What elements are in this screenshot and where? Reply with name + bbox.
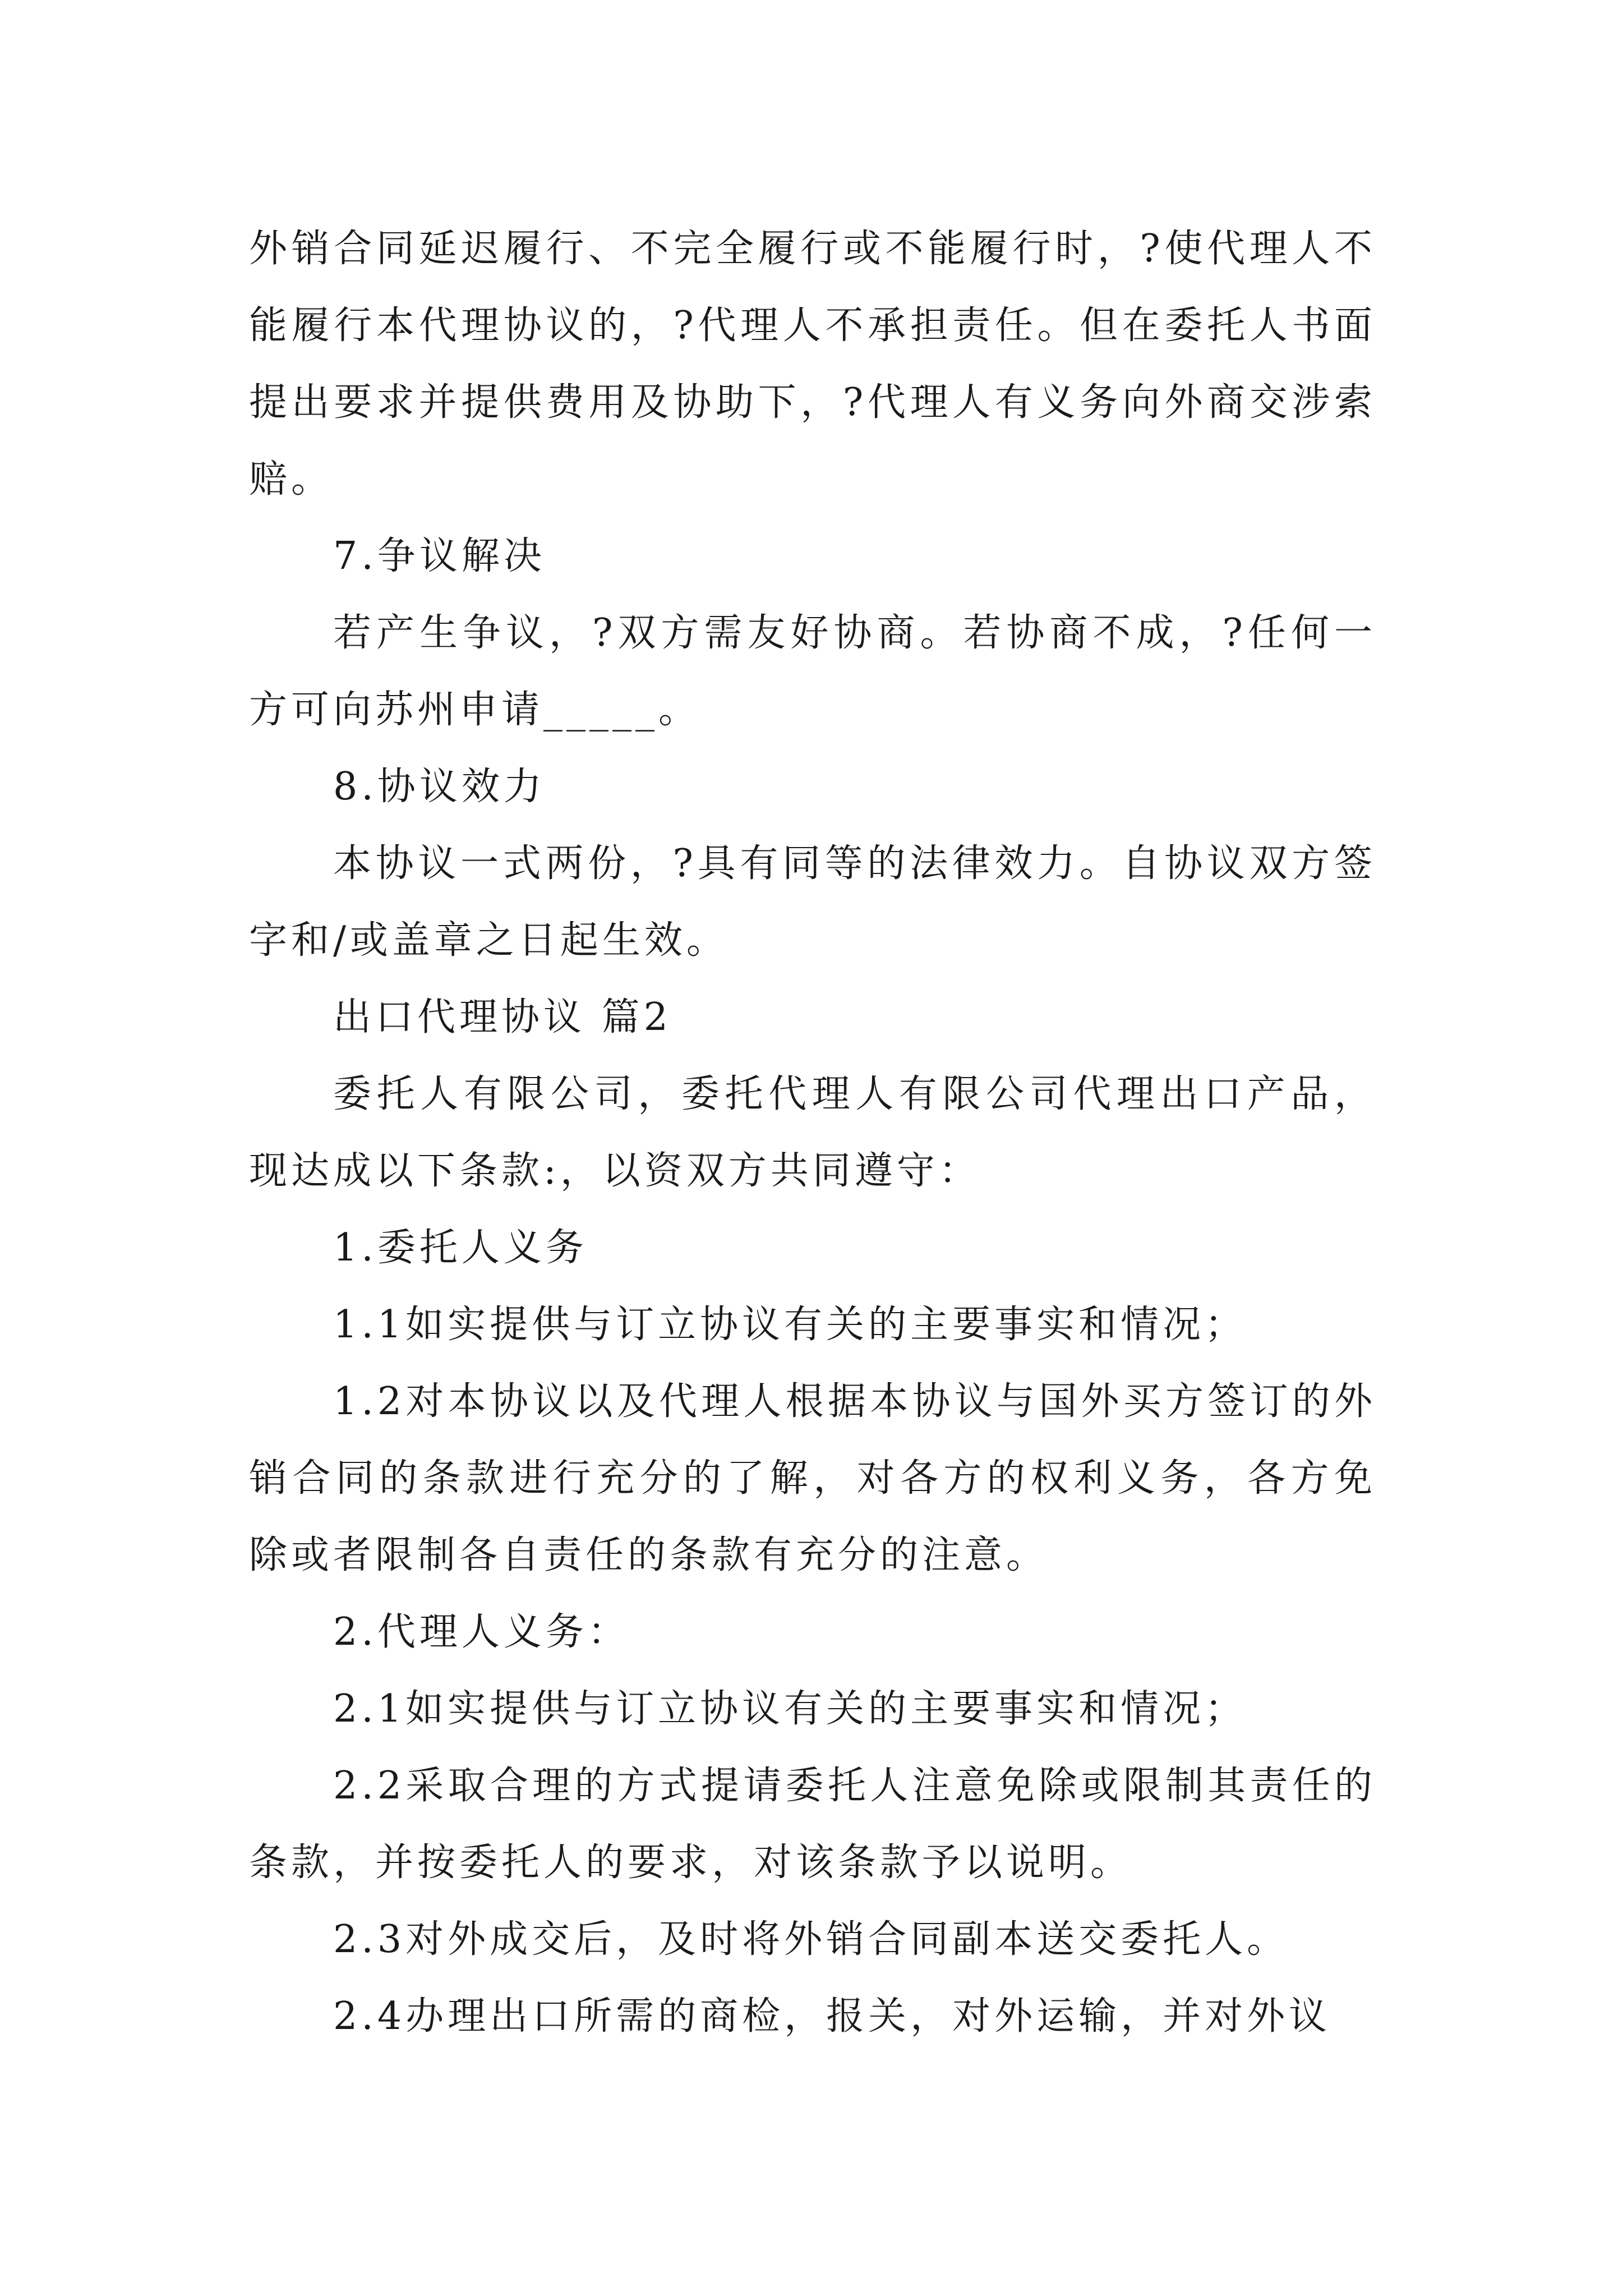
paragraph-effect: 本协议一式两份，?具有同等的法律效力。自协议双方签字和/或盖章之日起生效。 [249, 841, 1376, 963]
section-heading-principal-duties: 1.委托人义务 [333, 1226, 588, 1270]
clause-1-2: 1.2对本协议以及代理人根据本协议与国外买方签订的外销合同的条款进行充分的了解，对各方的权利义务，各方免除或者限制各自责任的条款有充分的注意。 [249, 1379, 1376, 1577]
clause-2-3: 2.3对外成交后，及时将外销合同副本送交委托人。 [333, 1917, 1289, 1962]
paragraph-intro: 委托人有限公司，委托代理人有限公司代理出口产品，现达成以下条款:，以资双方共同遵守： [249, 1072, 1376, 1193]
document-body [249, 210, 1376, 2055]
article-title: 出口代理协议 篇2 [333, 995, 672, 1039]
clause-2-1: 2.1如实提供与订立协议有关的主要事实和情况； [333, 1687, 1247, 1731]
section-heading-effect: 8.协议效力 [333, 765, 546, 809]
section-heading-dispute: 7.争议解决 [333, 534, 546, 578]
clause-1-1: 1.1如实提供与订立协议有关的主要事实和情况； [333, 1303, 1247, 1347]
clause-2-2: 2.2采取合理的方式提请委托人注意免除或限制其责任的条款，并按委托人的要求，对该条款予以说明。 [249, 1764, 1376, 1885]
paragraph-continuation: 外销合同延迟履行、不完全履行或不能履行时，?使代理人不能履行本代理协议的，?代理人不承担责任。但在委托人书面提出要求并提供费用及协助下，?代理人有义务向外商交涉索赔。 [249, 227, 1376, 501]
clause-2-4: 2.4办理出口所需的商检，报关，对外运输，并对外议 [333, 1994, 1331, 2039]
paragraph-dispute: 若产生争议，?双方需友好协商。若协商不成，?任何一方可向苏州申请_____。 [249, 611, 1376, 732]
section-heading-agent-duties: 2.代理人义务： [333, 1610, 630, 1654]
